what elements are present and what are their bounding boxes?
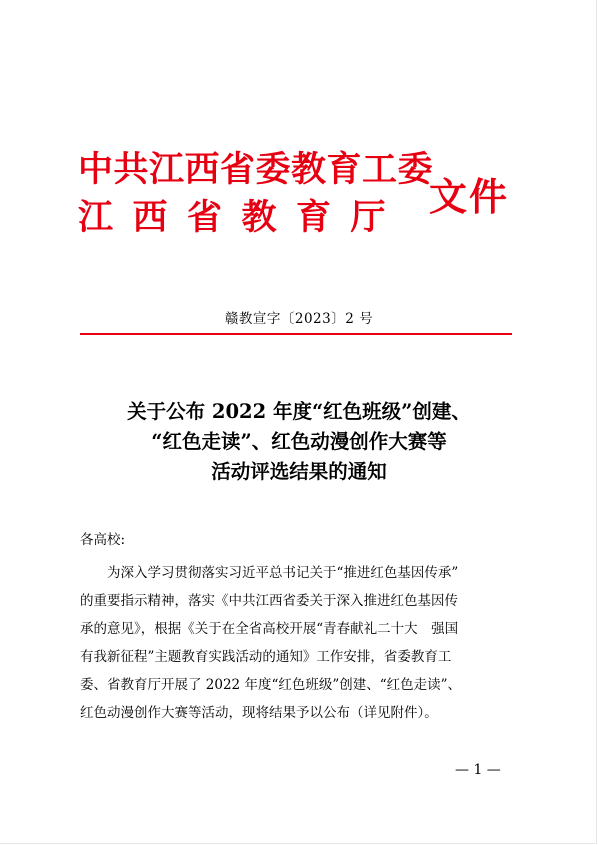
page-number: — 1 — bbox=[455, 762, 501, 778]
body-line: 委、省教育厅开展了 2022 年度“红色班级”创建、“红色走读”、 bbox=[80, 677, 462, 693]
issuer-line-department: 江西省教育厅 bbox=[78, 197, 406, 238]
file-word: 文件 bbox=[429, 174, 510, 219]
body-line: 红色动漫创作大赛等活动，现将结果予以公布（详见附件）。 bbox=[80, 705, 438, 721]
title-line: 关于公布 2022 年度“红色班级”创建、 bbox=[127, 400, 471, 423]
body-line: 有我新征程”主题教育实践活动的通知》工作安排，省委教育工 bbox=[80, 649, 452, 665]
body-line: 为深入学习贯彻落实习近平总书记关于“推进红色基因传承” bbox=[107, 565, 459, 581]
title-line: 活动评选结果的通知 bbox=[211, 460, 387, 483]
title-line: “红色走读”、红色动漫创作大赛等 bbox=[151, 430, 447, 453]
document-title bbox=[0, 397, 598, 487]
body-paragraph bbox=[80, 559, 512, 727]
body-line: 的重要指示精神，落实《中共江西省委关于深入推进红色基因传 bbox=[80, 593, 458, 609]
salutation: 各高校: bbox=[80, 532, 126, 548]
red-separator-line bbox=[80, 333, 512, 335]
document-number: 赣教宣字〔2023〕2 号 bbox=[224, 311, 374, 327]
issuer-line-party: 中共江西省委教育工委 bbox=[78, 149, 434, 190]
body-line: 承的意见》，根据《关于在全省高校开展“青春献礼二十大 强国 bbox=[80, 621, 459, 637]
